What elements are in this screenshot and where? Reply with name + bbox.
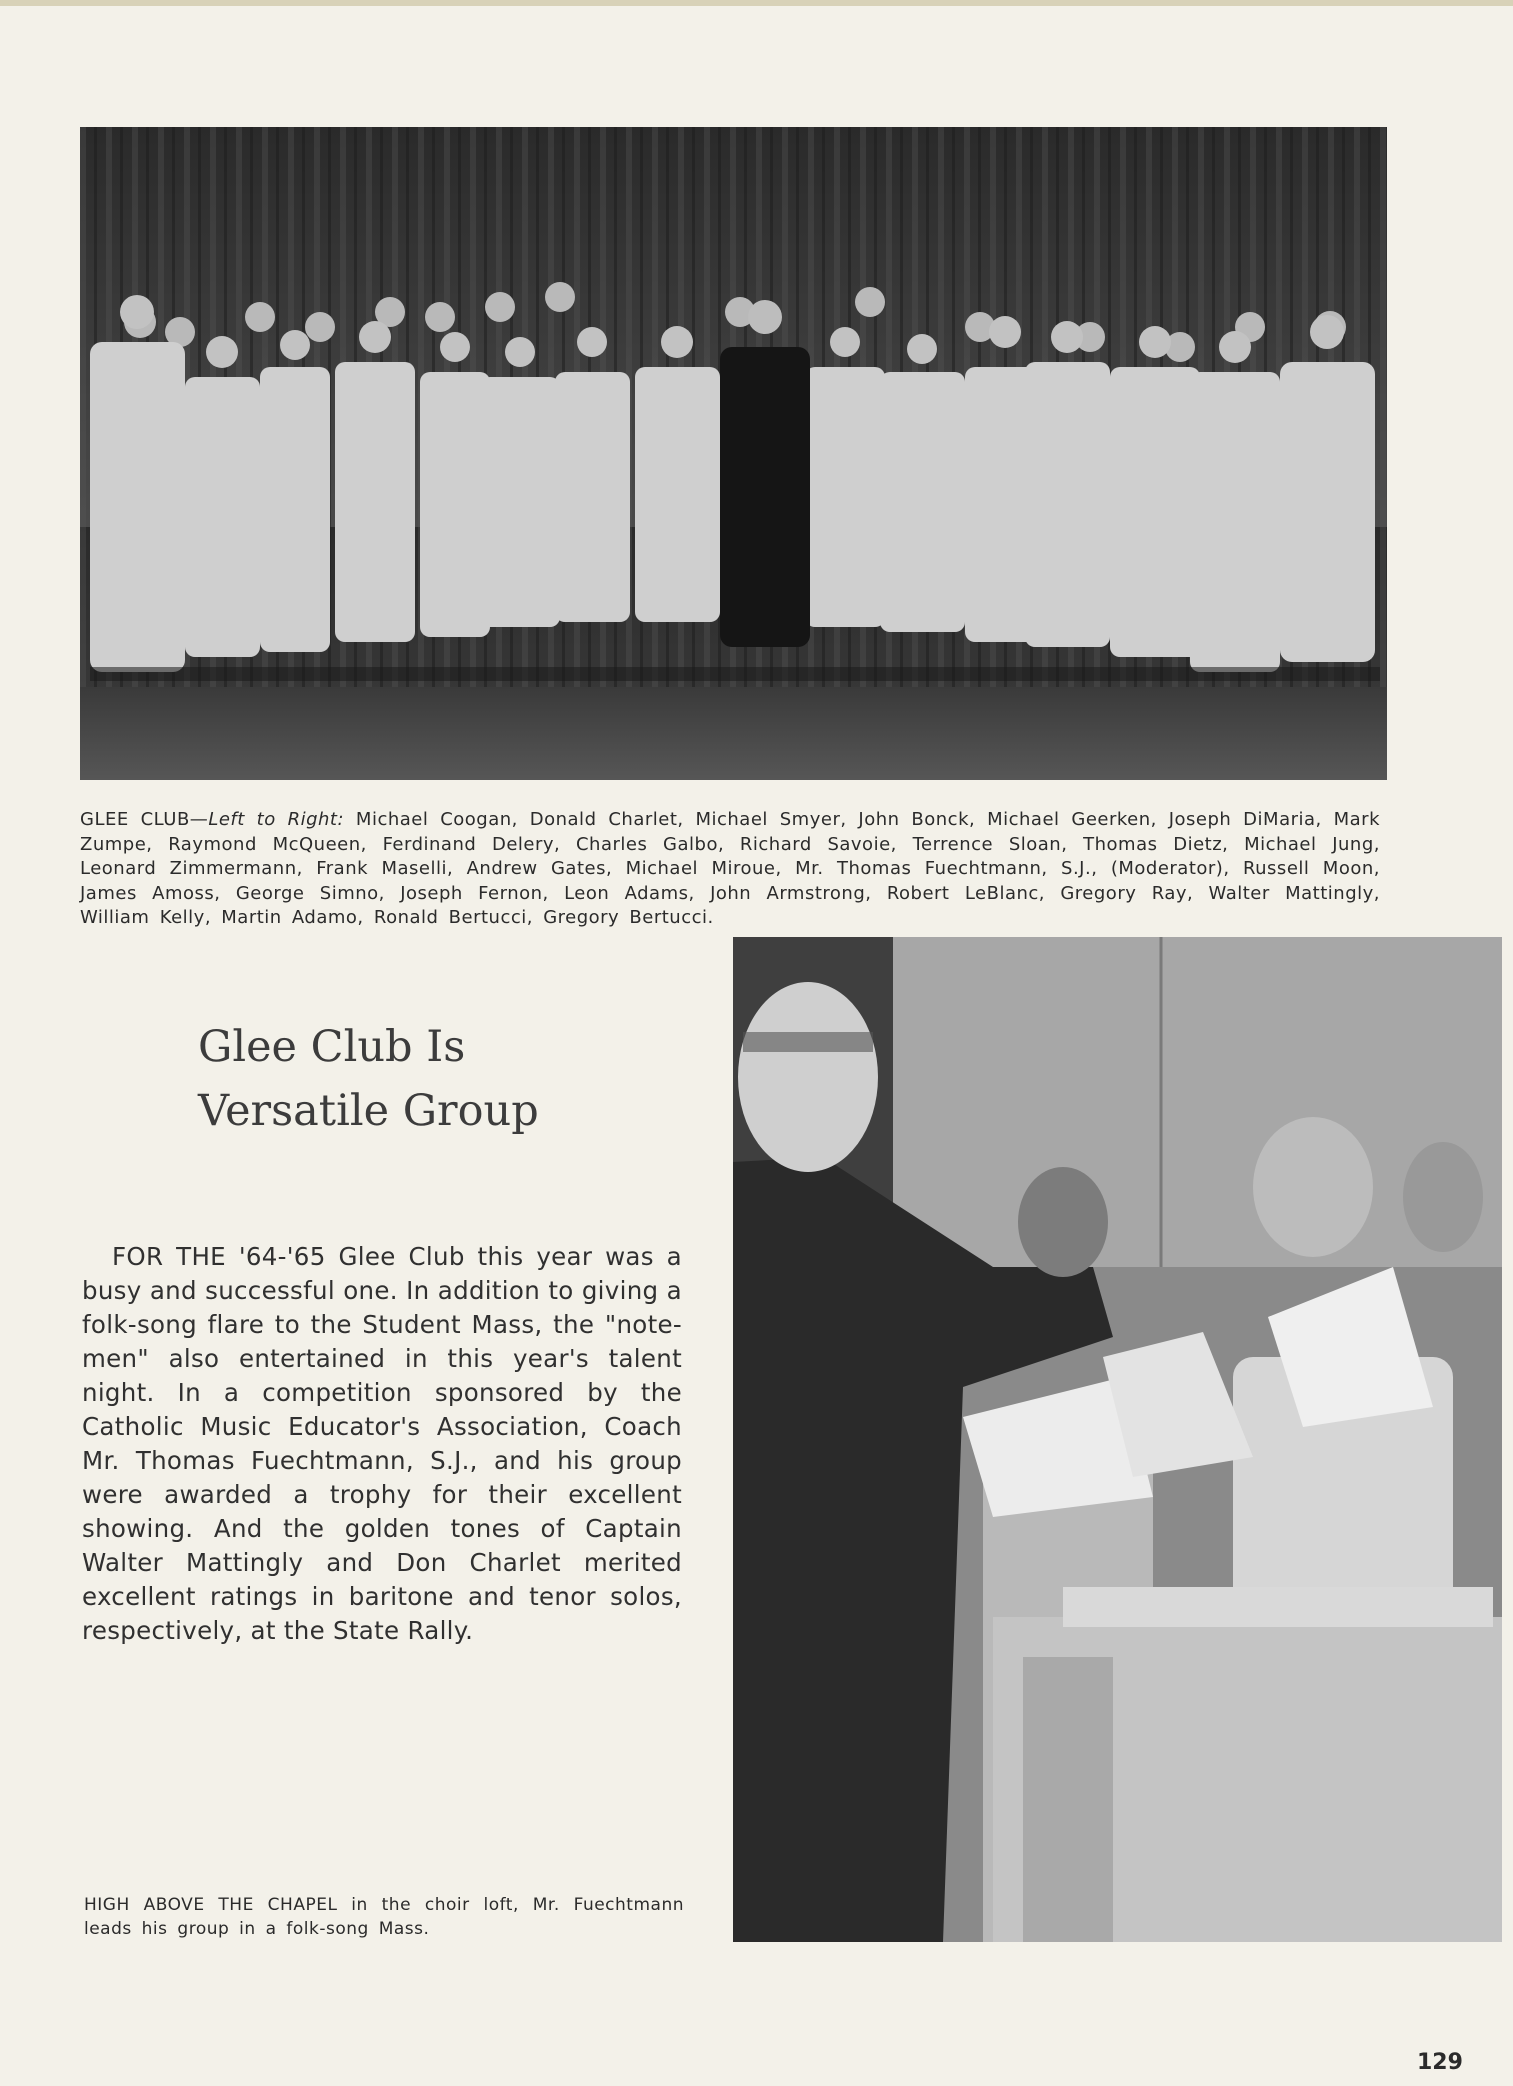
caption-names: Michael Coogan, Donald Charlet, Michael Smyer, John Bonck, Michael Geerken, Joseph DiMaria, Mark Zumpe, Raymond McQueen, Ferdinand Delery, Charles Galbo, Richard Savoie, Terrence Sloan, Thomas Dietz, Michael Jung, Leonard Zimmermann, Frank Maselli, Andrew Gates, Michael Miroue, Mr. Thomas Fuechtmann, S.J., (Moderator), Russell Moon, James Amoss, George Simno, Joseph Fernon, Leon Adams, John Armstrong, Robert LeBlanc, Gregory Ray, Walter Mattingly, William Kelly, Martin Adamo, Ronald Bertucci, Gregory Bertucci. bbox=[80, 809, 1380, 928]
choir-loft-photo bbox=[733, 937, 1502, 1942]
choir-photo-caption: HIGH ABOVE THE CHAPEL in the choir loft, Mr. Fuechtmann leads his group in a folk-song Mass. bbox=[84, 1895, 684, 1939]
glee-club-group-photo bbox=[80, 127, 1387, 780]
page-top-edge bbox=[0, 0, 1513, 6]
page-number: 129 bbox=[1417, 2050, 1463, 2075]
headline-line-1: Glee Club Is bbox=[198, 1022, 466, 1072]
headline-line-2: Versatile Group bbox=[198, 1086, 539, 1136]
caption-direction: Left to Right: bbox=[208, 809, 345, 830]
group-photo-caption bbox=[80, 808, 1380, 931]
caption-lead: GLEE CLUB— bbox=[80, 809, 209, 830]
article-headline bbox=[198, 1015, 658, 1143]
ink-smudge bbox=[70, 1865, 88, 1875]
article-body: FOR THE '64-'65 Glee Club this year was a busy and successful one. In addition to giving a folk-song flare to the Student Mass, the "note-men" also entertained in this year's talent night. In a competition sponsored by the Catholic Music Educator's Association, Coach Mr. Thomas Fuechtmann, S.J., and his group were awarded a trophy for their excellent showing. And the golden tones of Captain Walter Mattingly and Don Charlet merited excellent ratings in baritone and tenor solos, respectively, at the State Rally. bbox=[82, 1242, 682, 1645]
